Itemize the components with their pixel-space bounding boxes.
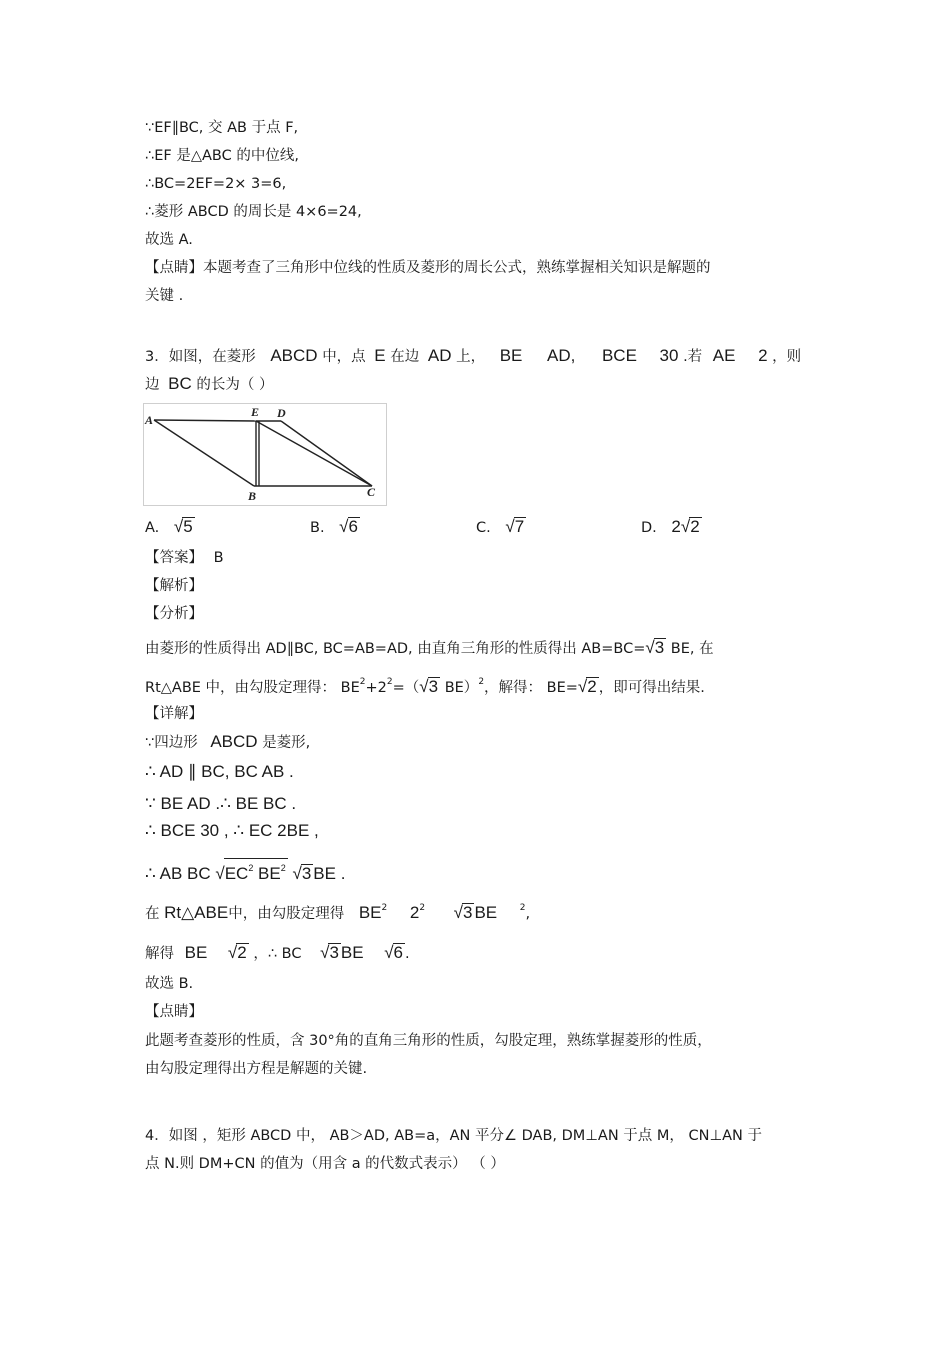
math-term: ABCD — [270, 346, 318, 365]
question-3-stem — [145, 346, 801, 367]
text-span: 是菱形, — [262, 735, 311, 751]
text-span: BE, 在 — [666, 641, 714, 657]
rhombus-figure — [143, 403, 387, 506]
detail-line: 由勾股定理得出方程是解题的关键. — [145, 1061, 368, 1077]
label-D: D — [277, 406, 286, 420]
text-span: ，则 — [772, 349, 802, 365]
rhombus-diagram — [144, 404, 386, 505]
option-label: B. — [310, 520, 325, 536]
analysis-line-1: 由菱形的性质得出 AD∥BC, BC=AB=AD, 由直角三角形的性质得出 AB=BC=√3 BE, 在 — [145, 638, 714, 657]
math-term: AE — [712, 346, 736, 365]
exponent: 2 — [419, 903, 426, 913]
text-span: ，即可得出结果. — [598, 680, 705, 696]
option-label: C. — [476, 520, 491, 536]
math-term: AD — [427, 346, 452, 365]
question-4-stem-line2: 点 N.则 DM+CN 的值为（用含 a 的代数式表示） （ ） — [145, 1156, 505, 1172]
text-span: =（ — [392, 680, 420, 696]
text-span: +2 — [365, 680, 387, 696]
text-span: 3．如图，在菱形 — [145, 349, 256, 365]
math-term: BC — [168, 374, 192, 393]
text-span: 中，由勾股定理得 — [228, 906, 345, 922]
math-term: E — [374, 346, 386, 365]
analysis-line-2: Rt△ABE 中，由勾股定理得： $BE^2+2^2=(√3$ BE）$^2$，解得： BE=√2 ，即可得出结果. — [145, 677, 705, 696]
text-span: BE . — [313, 864, 346, 883]
question-4-stem: 4．如图 ，矩形 ABCD 中， AB＞AD, AB=a，AN 平分∠ DAB, DM⊥AN 于点 M， CN⊥AN 于 — [145, 1128, 762, 1144]
label-B: B — [248, 489, 257, 503]
section-heading: 【详解】 — [145, 706, 203, 722]
radicand: 6 — [393, 943, 404, 962]
text-span: BE） — [440, 680, 479, 696]
answer-tag: 【答案】 — [145, 550, 203, 566]
detail-line: ∴ BCE 30 , ∴ EC 2BE , — [145, 821, 319, 840]
text-span: Rt△ABE 中，由勾股定理得： BE — [145, 680, 360, 696]
text-span: 边 — [145, 377, 160, 393]
math-term: BE — [340, 943, 364, 962]
section-heading: 【点睛】 — [145, 1004, 203, 1020]
option-c[interactable]: C. √7 — [476, 517, 525, 536]
math-term: 2 — [409, 903, 420, 922]
math-term: BE — [184, 943, 208, 962]
detail-line: 此题考查菱形的性质，含 30°角的直角三角形的性质，勾股定理，熟练掌握菱形的性质， — [145, 1033, 712, 1049]
option-d[interactable]: D. 2√2 — [641, 517, 700, 536]
radicand: 5 — [183, 517, 193, 536]
radicand: 2 — [690, 517, 700, 536]
math-term: AD, — [547, 346, 576, 365]
text-span: , — [525, 906, 531, 922]
option-a[interactable]: A. √5 — [145, 517, 193, 536]
detail-line: 故选 B. — [145, 976, 194, 992]
radicand: 3 — [301, 864, 312, 883]
text-span: 上， — [456, 349, 486, 365]
math-term: BCE — [601, 346, 637, 365]
text-line: 关键 . — [145, 288, 184, 304]
text-span: .若 — [683, 349, 703, 365]
radicand: EC — [224, 864, 249, 883]
text-span: 由菱形的性质得出 AD∥BC, BC=AB=AD, 由直角三角形的性质得出 AB=BC= — [145, 641, 646, 657]
text-span: ∴ AB BC — [145, 864, 216, 883]
option-label: D. — [641, 520, 657, 536]
radicand: 6 — [348, 517, 358, 536]
math-term: Rt△ABE — [164, 903, 229, 922]
radicand: 2 — [587, 677, 597, 696]
answer-line — [145, 548, 224, 568]
question-3-stem-line2 — [145, 374, 273, 395]
label-A: A — [145, 413, 154, 427]
label-E: E — [251, 405, 260, 419]
radicand: 3 — [463, 903, 473, 922]
math-term: BE — [358, 903, 382, 922]
detail-line — [145, 732, 310, 753]
text-line: ∴BC=2EF=2× 3=6, — [145, 176, 287, 192]
coefficient: 2 — [671, 517, 681, 536]
math-term: BE — [499, 346, 523, 365]
detail-line: ∴ AD ∥ BC, BC AB . — [145, 762, 294, 781]
math-term: 30 — [659, 346, 679, 365]
detail-line: ∴ AB BC $√EC^2$ $BE^2$ √3 BE . — [145, 858, 345, 884]
text-span: 在 — [145, 906, 160, 922]
label-C: C — [367, 485, 376, 499]
section-heading: 【分析】 — [145, 606, 203, 622]
text-line: 【点睛】本题考查了三角形中位线的性质及菱形的周长公式，熟练掌握相关知识是解题的 — [145, 260, 711, 276]
math-term: ABCD — [210, 732, 258, 751]
option-label: A. — [145, 520, 160, 536]
radicand: 2 — [237, 943, 247, 962]
text-line: ∴菱形 ABCD 的周长是 4×6=24, — [145, 204, 362, 220]
text-span: ∵四边形 — [145, 735, 198, 751]
text-span: 中，点 — [322, 349, 366, 365]
radicand: 3 — [428, 677, 439, 696]
math-term: 2 — [758, 346, 768, 365]
text-span: ，解得： BE= — [484, 680, 578, 696]
radicand: BE — [253, 864, 281, 883]
text-line: 故选 A. — [145, 232, 193, 248]
math-term: BE — [474, 903, 498, 922]
text-line: ∴EF 是△ABC 的中位线, — [145, 148, 299, 164]
section-heading: 【解析】 — [145, 578, 203, 594]
radicand: 7 — [514, 517, 525, 536]
detail-line: 在 Rt△ABE中，由勾股定理得 $BE^2$ $2^2$ √3 BE $^2$, — [145, 903, 531, 922]
text-span: . — [405, 946, 410, 962]
radicand: 3 — [654, 638, 665, 657]
detail-line: ∵ BE AD .∴ BE BC . — [145, 794, 297, 813]
text-span: 的长为（ ） — [196, 377, 274, 393]
text-span: 解得 — [145, 946, 174, 962]
answer-value: B — [213, 550, 224, 566]
text-span: ，∴ BC — [253, 946, 302, 962]
text-line: ∵EF∥BC, 交 AB 于点 F, — [145, 120, 299, 136]
detail-line: 解得 BE √2 ，∴ BC √3 BE √6 . — [145, 943, 410, 962]
radicand: 3 — [329, 943, 339, 962]
text-span: 在边 — [390, 349, 420, 365]
option-b[interactable]: B. √6 — [310, 517, 358, 536]
